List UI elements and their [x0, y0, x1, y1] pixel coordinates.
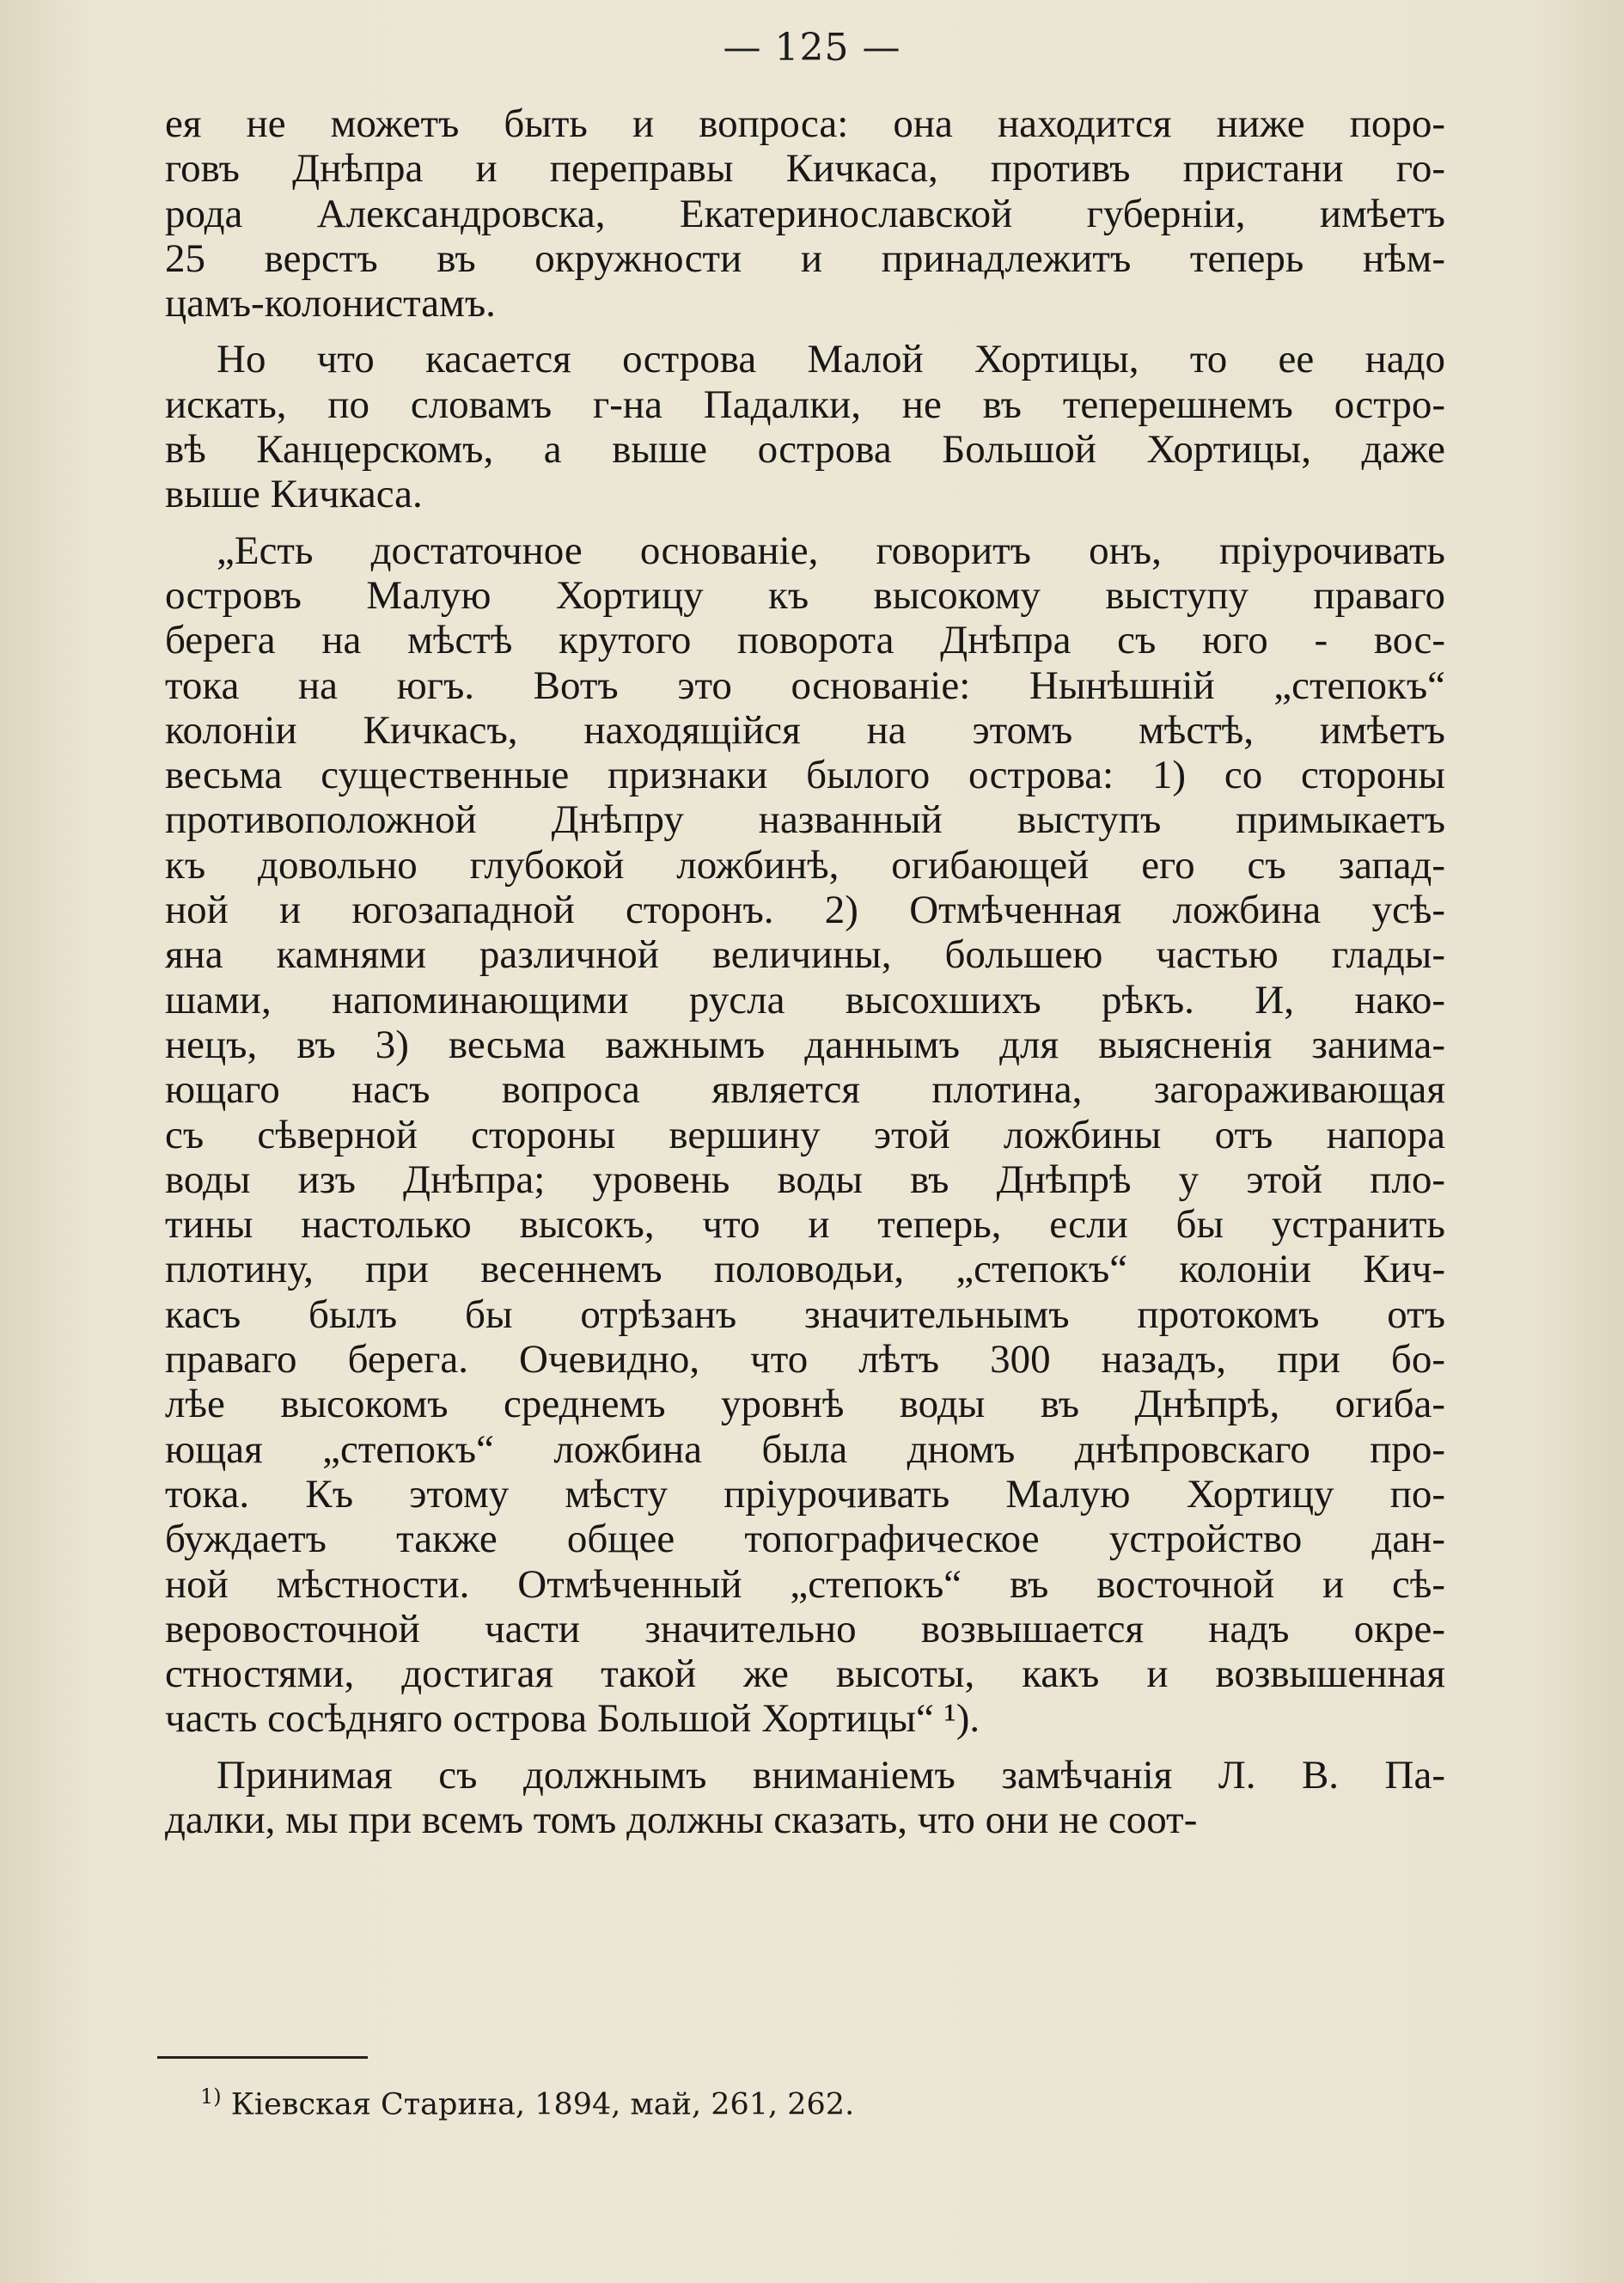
- text-line: касъ былъ бы отрѣзанъ значительнымъ протокомъ отъ: [165, 1291, 1445, 1337]
- footnote-marker: 1): [200, 2085, 222, 2109]
- text-line: рода Александровска, Екатеринославской губерніи, имѣетъ: [165, 191, 1445, 236]
- text-line: плотину, при весеннемъ половодьи, „степокъ“ колоніи Кич-: [165, 1247, 1445, 1292]
- page-number: — 125 —: [723, 26, 901, 70]
- paragraph-gap: [165, 326, 1445, 337]
- text-line: ной и югозападной сторонъ. 2) Отмѣченная ложбина усѣ-: [165, 888, 1445, 933]
- text-line: тины настолько высокъ, что и теперь, если бы устранить: [165, 1202, 1445, 1248]
- text-line: берега на мѣстѣ крутого поворота Днѣпра съ юго - вос-: [165, 618, 1445, 663]
- text-line: лѣе высокомъ среднемъ уровнѣ воды въ Днѣпрѣ, огиба-: [165, 1382, 1445, 1427]
- paragraph: [165, 1753, 1445, 1843]
- text-line: тока на югъ. Вотъ это основаніе: Нынѣшній „степокъ“: [165, 662, 1445, 708]
- paragraph: [165, 528, 1445, 1742]
- text-line: островъ Малую Хортицу къ высокому выступу праваго: [165, 572, 1445, 618]
- text-line: выше Кичкаса.: [165, 472, 423, 517]
- body-text: [165, 101, 1445, 1842]
- text-line: колоніи Кичкасъ, находящійся на этомъ мѣстѣ, имѣетъ: [165, 707, 1445, 753]
- paragraph-gap: [165, 1742, 1445, 1753]
- paragraph: [165, 337, 1445, 516]
- footnote: [200, 2085, 854, 2122]
- paragraph-gap: [165, 517, 1445, 528]
- text-line: стностями, достигая такой же высоты, какъ и возвышенная: [165, 1651, 1445, 1697]
- text-line: нецъ, въ 3) весьма важнымъ даннымъ для выясненія занима-: [165, 1022, 1445, 1067]
- text-line: яна камнями различной величины, большею частью глады-: [165, 932, 1445, 978]
- text-line: цамъ-колонистамъ.: [165, 281, 496, 327]
- text-line: ея не можетъ быть и вопроса: она находится ниже поро-: [165, 101, 1445, 146]
- text-line: „Есть достаточное основаніе, говоритъ онъ, пріурочивать: [217, 528, 1445, 573]
- text-line: веровосточной части значительно возвышается надъ окре-: [165, 1606, 1445, 1651]
- text-line: противоположной Днѣпру названный выступъ примыкаетъ: [165, 797, 1445, 843]
- text-line: воды изъ Днѣпра; уровень воды въ Днѣпрѣ у этой пло-: [165, 1157, 1445, 1202]
- text-line: праваго берега. Очевидно, что лѣтъ 300 назадъ, при бо-: [165, 1337, 1445, 1383]
- text-line: искать, по словамъ г-на Падалки, не въ теперешнемъ остро-: [165, 382, 1445, 427]
- text-line: часть сосѣдняго острова Большой Хортицы“ ¹).: [165, 1696, 980, 1742]
- footnote-divider: [157, 2056, 368, 2059]
- footnote-text: Кіевская Старина, 1894, май, 261, 262.: [230, 2087, 855, 2122]
- text-line: говъ Днѣпра и переправы Кичкаса, противъ пристани го-: [165, 146, 1445, 192]
- text-line: Принимая съ должнымъ вниманіемъ замѣчанія Л. В. Па-: [217, 1752, 1445, 1798]
- text-line: вѣ Канцерскомъ, а выше острова Большой Хортицы, даже: [165, 427, 1445, 473]
- text-line: къ довольно глубокой ложбинѣ, огибающей его съ запад-: [165, 842, 1445, 888]
- text-line: 25 верстъ въ окружности и принадлежитъ теперь нѣм-: [165, 235, 1445, 281]
- paragraph: [165, 101, 1445, 326]
- text-line: буждаетъ также общее топографическое устройство дан-: [165, 1517, 1445, 1562]
- text-line: далки, мы при всемъ томъ должны сказать, что они не соот-: [165, 1797, 1198, 1842]
- text-line: ной мѣстности. Отмѣченный „степокъ“ въ восточной и сѣ-: [165, 1561, 1445, 1607]
- text-line: шами, напоминающими русла высохшихъ рѣкъ. И, нако-: [165, 977, 1445, 1022]
- text-line: ющая „степокъ“ ложбина была дномъ днѣпровскаго про-: [165, 1426, 1445, 1472]
- text-line: весьма существенные признаки былого острова: 1) со стороны: [165, 753, 1445, 798]
- text-line: ющаго насъ вопроса является плотина, загораживающая: [165, 1067, 1445, 1113]
- text-line: съ сѣверной стороны вершину этой ложбины отъ напора: [165, 1112, 1445, 1157]
- text-line: Но что касается острова Малой Хортицы, то ее надо: [217, 337, 1445, 382]
- text-line: тока. Къ этому мѣсту пріурочивать Малую Хортицу по-: [165, 1471, 1445, 1517]
